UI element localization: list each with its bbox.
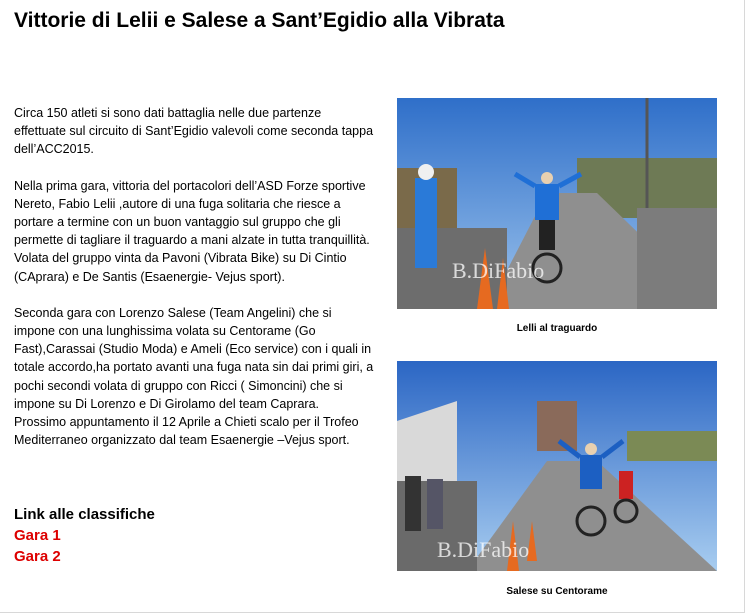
paragraph-2: Nella prima gara, vittoria del portacolori dell’ASD Forze sportive Nereto, Fabio Lelii ,autore di una fuga solitaria che riesce a portare a termine con un buon vantaggio sul gruppo che gli permette di tagliare il traguardo a mani alzate in tutta tranquillità. Volata del gruppo vinta da Pavoni (Vibrata Bike) su Di Cintio (CAprara) e De Santis (Esaenergie- Vejus sport). (14, 178, 370, 284)
links-heading: Link alle classifiche (14, 506, 155, 523)
link-gara-2[interactable]: Gara 2 (14, 548, 61, 565)
caption-photo-1: Lelli al traguardo (516, 323, 598, 334)
paragraph-1: Circa 150 atleti si sono dati battaglia nelle due partenze effettuate sul circuito di Sant’Egidio valevoli come seconda tappa dell’ACC2015. (14, 106, 374, 157)
paragraph-3: Seconda gara con Lorenzo Salese (Team Angelini) che si impone con una lunghissima volata su Centorame (Go Fast),Carassai (Studio Moda) e Ameli (Eco service) con i quali in totale accordo,ha portato avanti una fuga nata sin dai primi giri, a pochi secondi volata di gruppo con Ricci ( Simoncini) che si impone su Di Lorenzo e Di Girolamo del team Caprara. (14, 305, 374, 411)
paragraph-4: Prossimo appuntamento il 12 Aprile a Chieti scalo per il Trofeo Mediterraneo organizzato dal team Esaenergie –Vejus sport. (14, 415, 359, 448)
photo-salese-sprint (397, 361, 717, 571)
caption-photo-2: Salese su Centorame (506, 586, 608, 597)
link-gara-1[interactable]: Gara 1 (14, 527, 61, 544)
watermark-2: B.DiFabio (437, 537, 530, 562)
photo-lelli-finish (397, 98, 717, 309)
article-title: Vittorie di Lelii e Salese a Sant’Egidio alla Vibrata (14, 9, 505, 32)
watermark-1: B.DiFabio (452, 258, 545, 283)
article-body (14, 104, 376, 467)
